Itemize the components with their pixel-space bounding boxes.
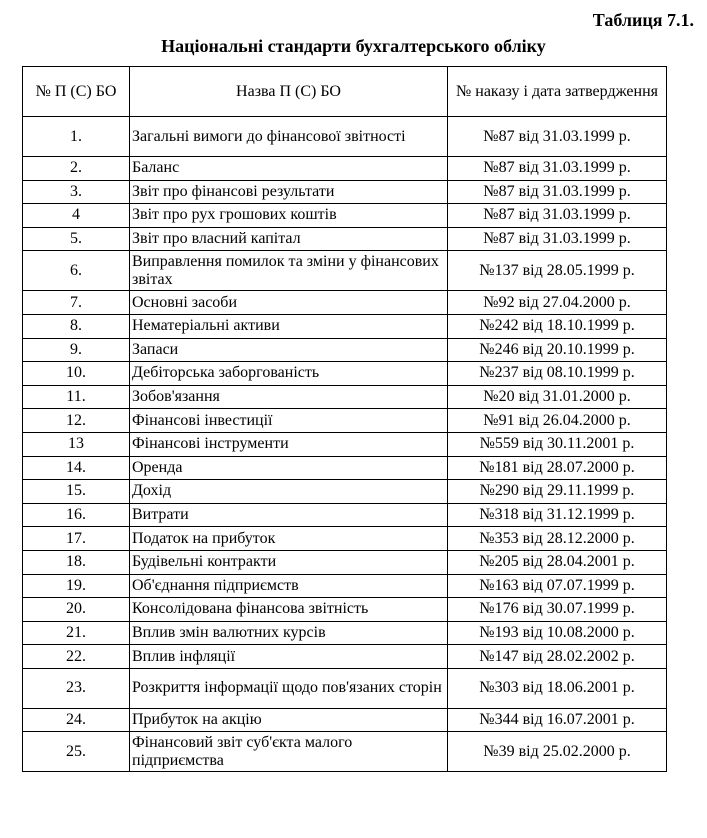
cell-order-date: №20 від 31.01.2000 р.: [448, 385, 667, 409]
cell-standard-number: 21.: [23, 621, 130, 645]
cell-standard-name: Прибуток на акцію: [130, 708, 448, 732]
cell-order-date: №91 від 26.04.2000 р.: [448, 409, 667, 433]
cell-standard-number: 10.: [23, 362, 130, 386]
table-row: [23, 598, 667, 622]
table-row: [23, 708, 667, 732]
cell-standard-name: Фінансові інвестиції: [130, 409, 448, 433]
cell-standard-number: 13: [23, 432, 130, 456]
cell-standard-name: Загальні вимоги до фінансової звітності: [130, 117, 448, 157]
table-row: [23, 157, 667, 181]
cell-standard-name: Вплив інфляції: [130, 645, 448, 669]
cell-order-date: №87 від 31.03.1999 р.: [448, 157, 667, 181]
cell-order-date: №242 від 18.10.1999 р.: [448, 314, 667, 338]
table-row: [23, 227, 667, 251]
cell-order-date: №344 від 16.07.2001 р.: [448, 708, 667, 732]
cell-order-date: №318 від 31.12.1999 р.: [448, 503, 667, 527]
table-row: [23, 291, 667, 315]
cell-standard-name: Дохід: [130, 480, 448, 504]
cell-standard-number: 2.: [23, 157, 130, 181]
cell-standard-number: 5.: [23, 227, 130, 251]
cell-standard-name: Витрати: [130, 503, 448, 527]
cell-order-date: №181 від 28.07.2000 р.: [448, 456, 667, 480]
cell-standard-name: Запаси: [130, 338, 448, 362]
cell-standard-name: Консолідована фінансова звітність: [130, 598, 448, 622]
cell-order-date: №147 від 28.02.2002 р.: [448, 645, 667, 669]
cell-standard-number: 7.: [23, 291, 130, 315]
column-header-number: № П (С) БО: [23, 67, 130, 117]
cell-standard-number: 23.: [23, 668, 130, 708]
cell-order-date: №303 від 18.06.2001 р.: [448, 668, 667, 708]
cell-order-date: №205 від 28.04.2001 р.: [448, 550, 667, 574]
table-row: [23, 732, 667, 772]
cell-order-date: №193 від 10.08.2000 р.: [448, 621, 667, 645]
cell-order-date: №163 від 07.07.1999 р.: [448, 574, 667, 598]
table-row: [23, 204, 667, 228]
cell-standard-name: Баланс: [130, 157, 448, 181]
cell-standard-number: 20.: [23, 598, 130, 622]
cell-standard-name: Фінансовий звіт суб'єкта малого підприємства: [130, 732, 448, 772]
table-row: [23, 251, 667, 291]
cell-standard-number: 18.: [23, 550, 130, 574]
cell-standard-name: Звіт про власний капітал: [130, 227, 448, 251]
cell-standard-number: 6.: [23, 251, 130, 291]
table-row: [23, 480, 667, 504]
cell-standard-number: 1.: [23, 117, 130, 157]
cell-standard-name: Будівельні контракти: [130, 550, 448, 574]
cell-standard-name: Оренда: [130, 456, 448, 480]
cell-standard-number: 19.: [23, 574, 130, 598]
table-row: [23, 621, 667, 645]
column-header-order: № наказу і дата затвердження: [448, 67, 667, 117]
cell-standard-name: Об'єднання підприємств: [130, 574, 448, 598]
cell-standard-name: Дебіторська заборгованість: [130, 362, 448, 386]
cell-standard-number: 17.: [23, 527, 130, 551]
cell-standard-number: 22.: [23, 645, 130, 669]
table-row: [23, 338, 667, 362]
table-number-label: Таблиця 7.1.: [592, 10, 694, 30]
cell-standard-number: 24.: [23, 708, 130, 732]
cell-order-date: №246 від 20.10.1999 р.: [448, 338, 667, 362]
table-row: [23, 314, 667, 338]
cell-standard-number: 9.: [23, 338, 130, 362]
standards-table: [22, 66, 667, 772]
cell-standard-name: Нематеріальні активи: [130, 314, 448, 338]
table-row: [23, 180, 667, 204]
table-body: [23, 117, 667, 772]
cell-standard-number: 14.: [23, 456, 130, 480]
table-title: Національні стандарти бухгалтерського обліку: [161, 36, 546, 56]
cell-standard-name: Фінансові інструменти: [130, 432, 448, 456]
table-row: [23, 574, 667, 598]
table-row: [23, 550, 667, 574]
table-row: [23, 362, 667, 386]
cell-order-date: №137 від 28.05.1999 р.: [448, 251, 667, 291]
cell-standard-number: 11.: [23, 385, 130, 409]
cell-standard-number: 25.: [23, 732, 130, 772]
cell-order-date: №87 від 31.03.1999 р.: [448, 227, 667, 251]
cell-order-date: №559 від 30.11.2001 р.: [448, 432, 667, 456]
cell-standard-number: 15.: [23, 480, 130, 504]
cell-order-date: №87 від 31.03.1999 р.: [448, 180, 667, 204]
cell-standard-name: Виправлення помилок та зміни у фінансових звітах: [130, 251, 448, 291]
cell-standard-number: 8.: [23, 314, 130, 338]
table-row: [23, 668, 667, 708]
cell-order-date: №87 від 31.03.1999 р.: [448, 117, 667, 157]
header-row: [23, 67, 667, 117]
cell-order-date: №39 від 25.02.2000 р.: [448, 732, 667, 772]
cell-standard-name: Вплив змін валютних курсів: [130, 621, 448, 645]
cell-standard-name: Розкриття інформації щодо пов'язаних сторін: [130, 668, 448, 708]
table-row: [23, 503, 667, 527]
cell-standard-number: 16.: [23, 503, 130, 527]
cell-standard-name: Зобов'язання: [130, 385, 448, 409]
table-row: [23, 117, 667, 157]
cell-standard-name: Звіт про рух грошових коштів: [130, 204, 448, 228]
cell-order-date: №92 від 27.04.2000 р.: [448, 291, 667, 315]
table-row: [23, 385, 667, 409]
cell-order-date: №290 від 29.11.1999 р.: [448, 480, 667, 504]
cell-order-date: №87 від 31.03.1999 р.: [448, 204, 667, 228]
cell-order-date: №237 від 08.10.1999 р.: [448, 362, 667, 386]
table-row: [23, 456, 667, 480]
cell-order-date: №176 від 30.07.1999 р.: [448, 598, 667, 622]
table-row: [23, 409, 667, 433]
table-row: [23, 432, 667, 456]
table-row: [23, 527, 667, 551]
cell-standard-name: Звіт про фінансові результати: [130, 180, 448, 204]
cell-standard-number: 4: [23, 204, 130, 228]
cell-standard-name: Основні засоби: [130, 291, 448, 315]
cell-standard-name: Податок на прибуток: [130, 527, 448, 551]
column-header-name: Назва П (С) БО: [130, 67, 448, 117]
cell-order-date: №353 від 28.12.2000 р.: [448, 527, 667, 551]
cell-standard-number: 3.: [23, 180, 130, 204]
cell-standard-number: 12.: [23, 409, 130, 433]
table-row: [23, 645, 667, 669]
